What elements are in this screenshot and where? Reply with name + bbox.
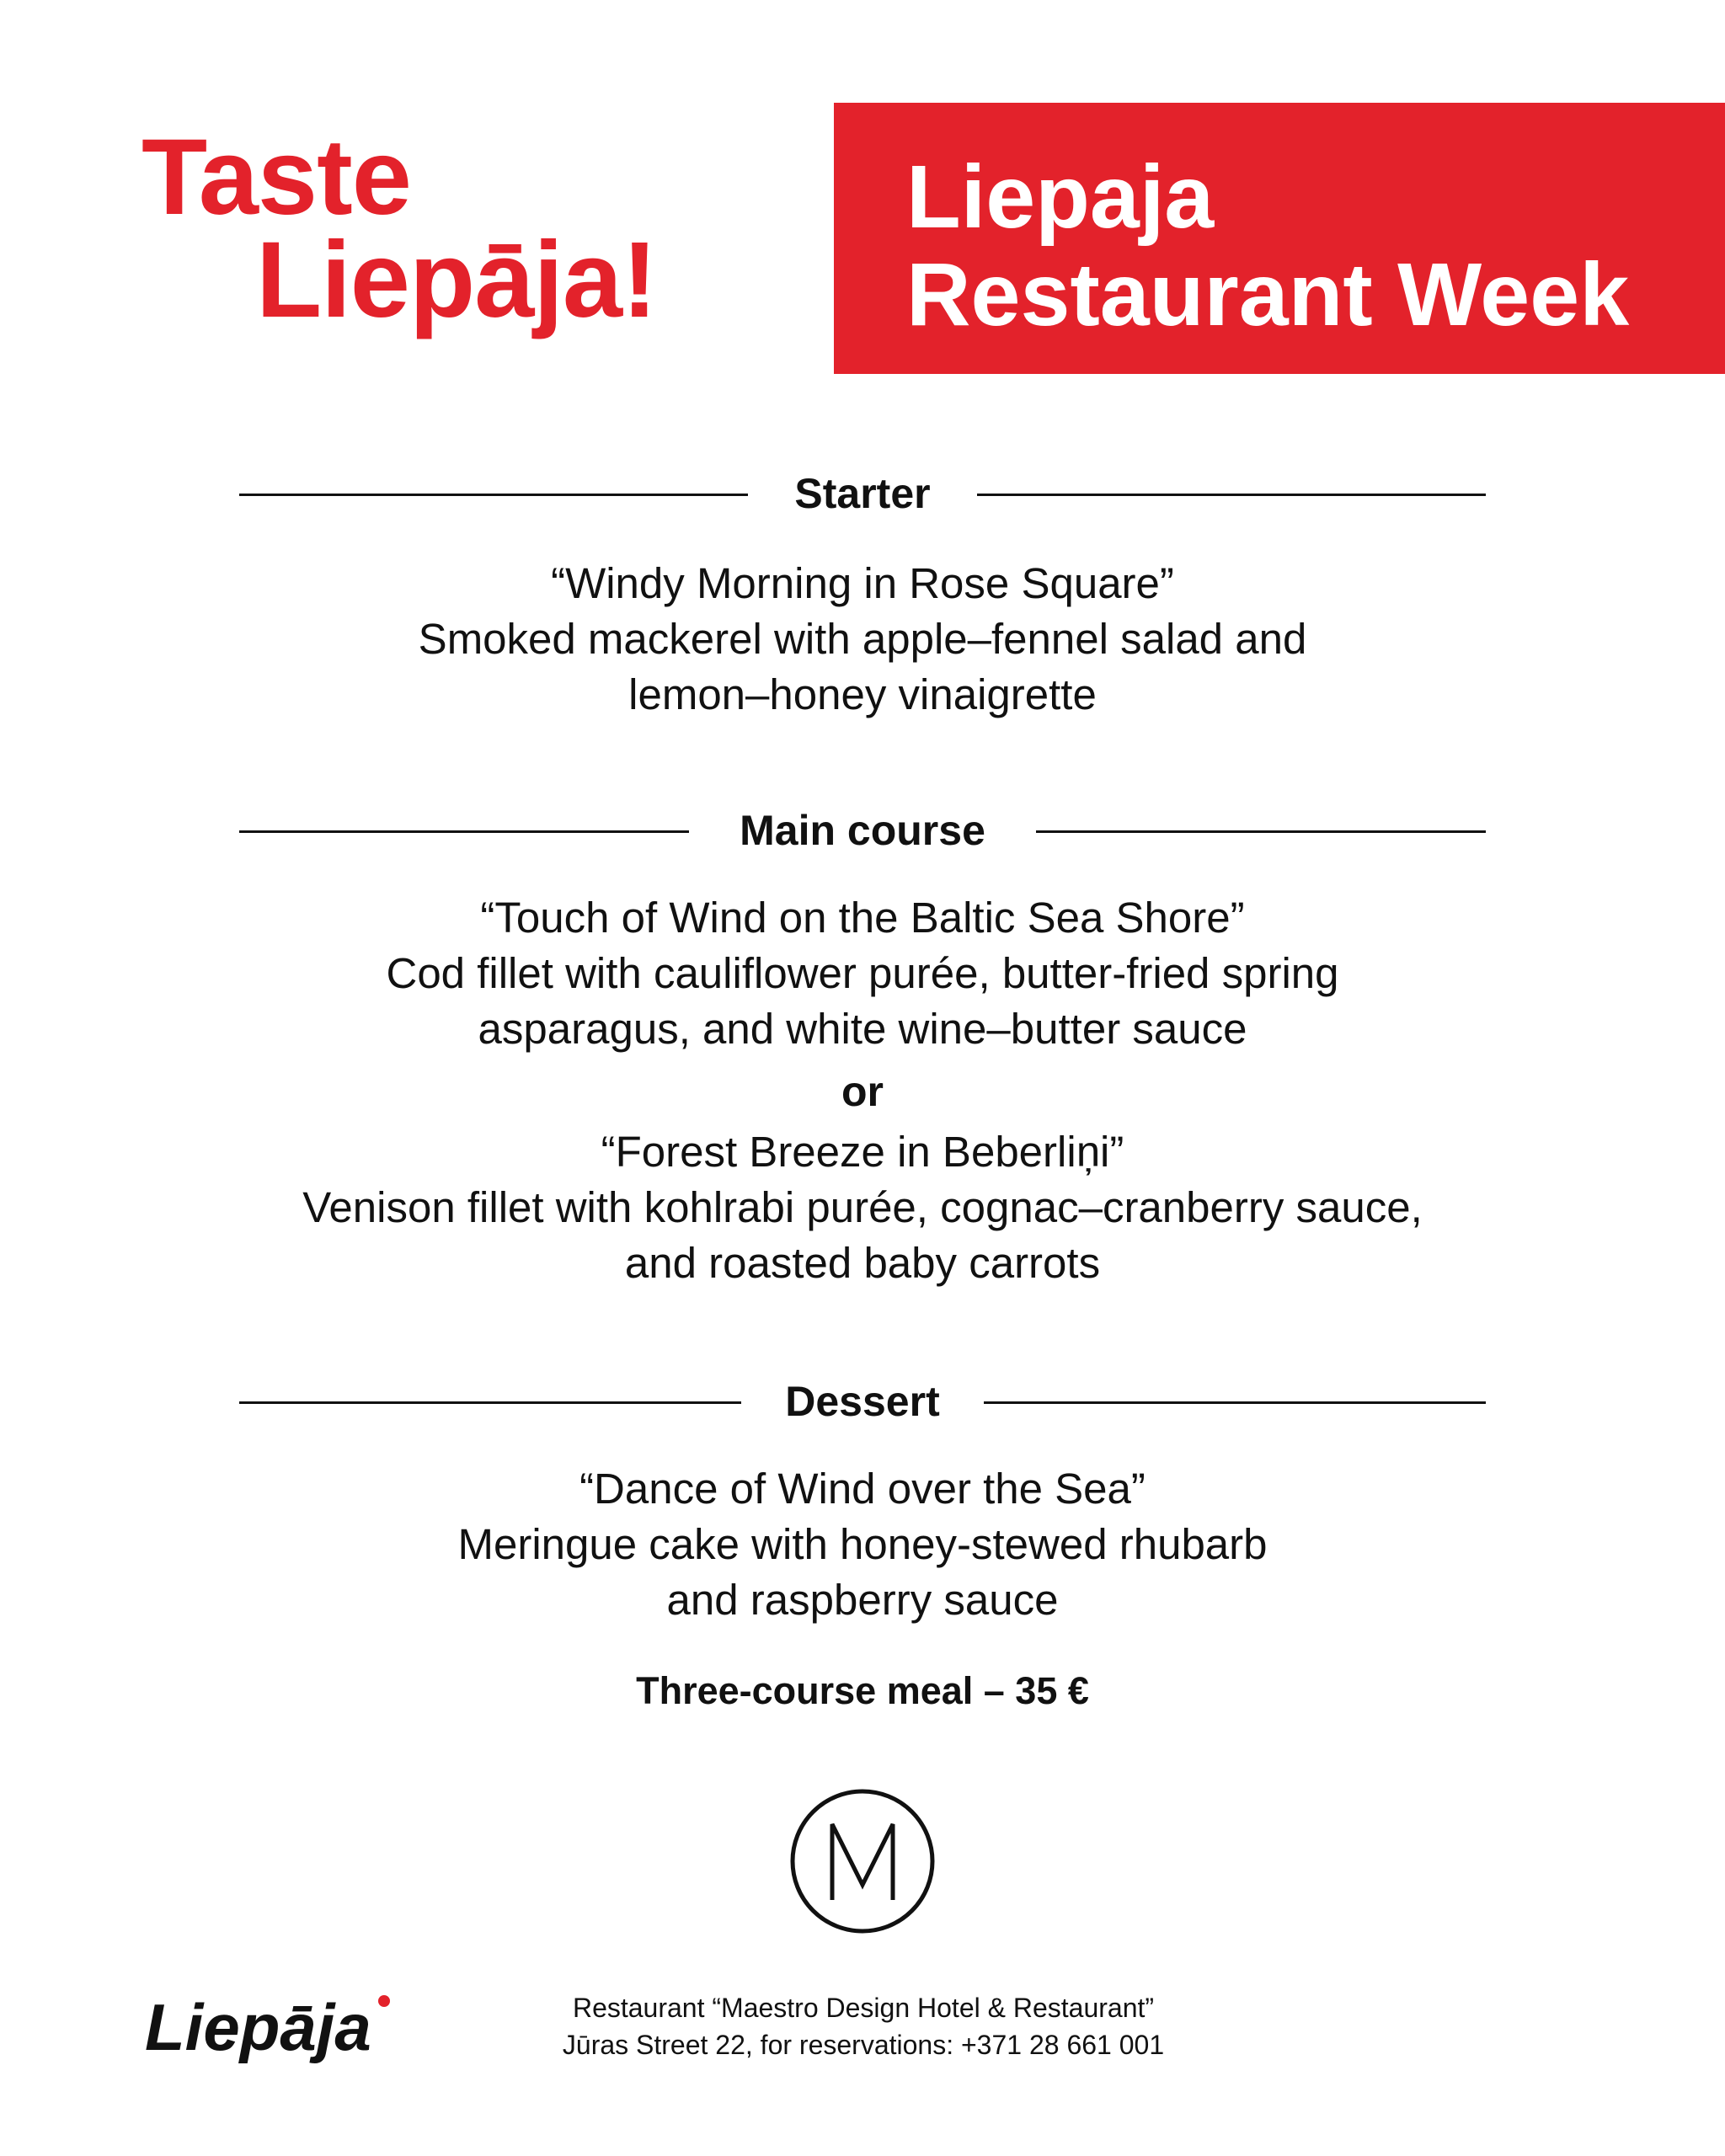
liepaja-city-logo [142,1981,411,2073]
divider-right [984,1401,1486,1404]
divider-right [977,494,1486,496]
dish-name: “Windy Morning in Rose Square” [551,559,1174,607]
or-separator: or [841,1068,884,1115]
starter-dish [189,556,1536,723]
main-dish-2 [189,1124,1536,1291]
taste-line-1: Taste [142,117,411,237]
restaurant-address: Jūras Street 22, for reservations: +371 28 661 001 [562,2030,1165,2060]
event-line-2: Restaurant Week [906,245,1630,344]
main-course-heading [239,805,1486,856]
starter-heading [239,468,1486,519]
dish-description-line: Venison fillet with kohlrabi purée, cognac–cranberry sauce, [302,1183,1423,1231]
dish-description-line: Meringue cake with honey-stewed rhubarb [457,1520,1268,1568]
taste-line-2: Liepāja! [256,220,657,340]
dish-description-line: asparagus, and white wine–butter sauce [478,1005,1247,1053]
main-course-title: Main course [740,807,985,854]
restaurant-week-banner [834,103,1725,374]
divider-right [1036,830,1486,833]
dessert-dish [189,1461,1536,1628]
restaurant-week-title [906,148,1629,344]
dish-description-line: Smoked mackerel with apple–fennel salad and [418,615,1307,663]
dessert-title: Dessert [785,1378,940,1425]
price-label: Three-course meal – 35 € [636,1669,1089,1712]
liepaja-logo-text: Liepāja [145,1990,371,2064]
dessert-heading [239,1376,1486,1427]
dish-description-line: and roasted baby carrots [624,1239,1101,1287]
event-line-1: Liepaja [906,147,1215,247]
dish-name: “Forest Breeze in Beberliņi” [601,1128,1124,1176]
logo-red-dot [378,1995,390,2007]
taste-liepaja-title [142,117,657,340]
dish-description-line: lemon–honey vinaigrette [628,670,1097,718]
dish-description-line: Cod fillet with cauliflower purée, butter-fried spring [386,949,1339,997]
maestro-logo [788,1787,937,1935]
main-dish-1 [189,890,1536,1057]
dish-description-line: and raspberry sauce [666,1576,1059,1624]
restaurant-contact [478,1989,1248,2063]
restaurant-name: Restaurant “Maestro Design Hotel & Restaurant” [572,1993,1155,2023]
dish-name: “Dance of Wind over the Sea” [579,1465,1146,1513]
dish-name: “Touch of Wind on the Baltic Sea Shore” [480,894,1245,942]
starter-title: Starter [794,470,931,517]
